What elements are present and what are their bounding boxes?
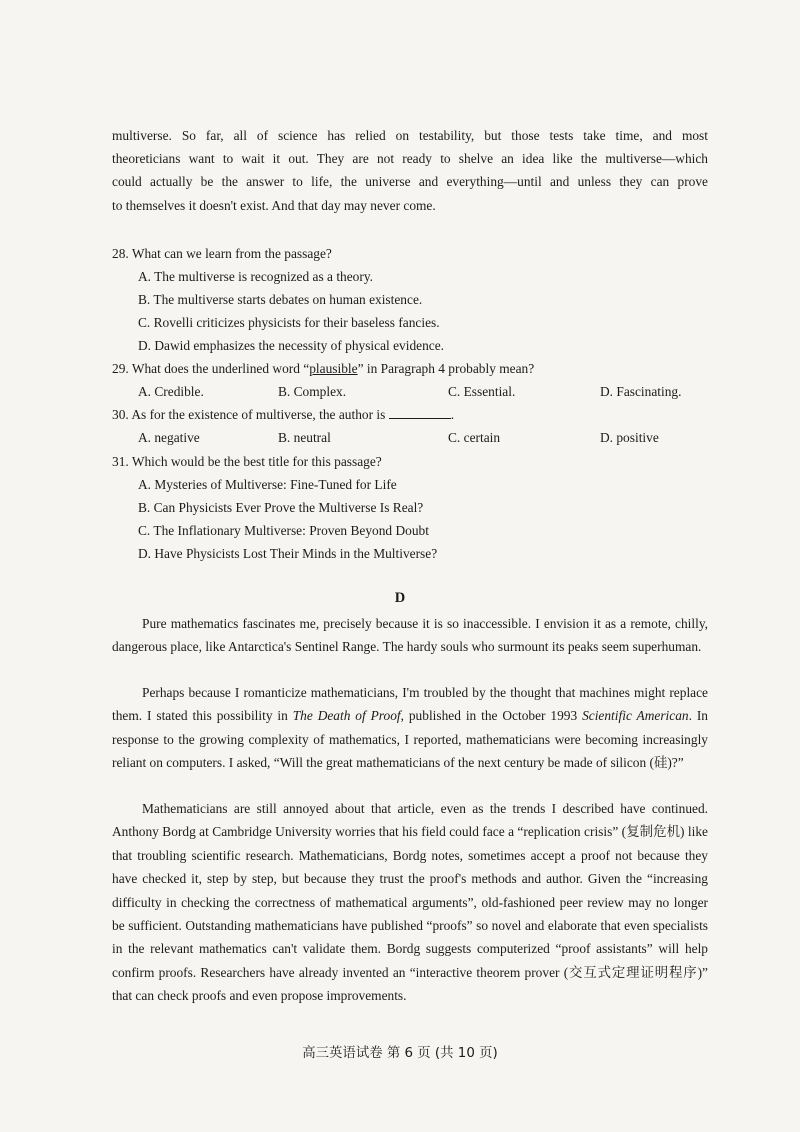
option-30c: C. certain (448, 430, 501, 445)
answer-blank (389, 406, 451, 419)
question-28: 28. What can we learn from the passage? (112, 246, 332, 261)
option-29c: C. Essential. (448, 384, 516, 399)
underlined-word: plausible (309, 361, 358, 376)
option-28c: C. Rovelli criticizes physicists for their baseless fancies. (138, 315, 440, 330)
section-title: D (394, 590, 406, 606)
option-31b: B. Can Physicists Ever Prove the Multiverse Is Real? (138, 500, 424, 515)
paragraph-2 (112, 681, 708, 775)
option-30d: D. positive (600, 430, 659, 445)
paragraph-3: Mathematicians are still annoyed about that article, even as the trends I described have continued. Anthony Bordg at Cambridge University worries that his field could face a “replication crisis” (复制危机) like that troubling scientific research. Mathematicians, Bordg notes, sometimes accept a proof not because they have checked it, step by step, but because they trust the proof's methods and author. Given the “increasing difficulty in checking the correctness of mathematical arguments”, old-fashioned peer review may no longer be sufficient. Outstanding mathematicians have published “proofs” so novel and elaborate that even specialists in the relevant mathematics can't validate them. Bordg suggests computerized “proof assistants” will help confirm proofs. Researchers have already invented an “interactive theorem prover (交互式定理证明程序)” that can check proofs and even propose improvements. (112, 801, 708, 1004)
question-30-pre: 30. As for the existence of multiverse, the author is (112, 407, 386, 422)
option-29a: A. Credible. (138, 384, 204, 399)
options-29 (138, 382, 698, 402)
option-31c: C. The Inflationary Multiverse: Proven Beyond Doubt (138, 523, 429, 538)
option-31d: D. Have Physicists Lost Their Minds in the Multiverse? (138, 546, 438, 561)
option-30b: B. neutral (278, 430, 331, 445)
question-31: 31. Which would be the best title for this passage? (112, 454, 382, 469)
passage-line: could actually be the answer to life, the universe and everything—until and unless they can prove (112, 174, 708, 189)
option-28a: A. The multiverse is recognized as a theory. (138, 269, 374, 284)
option-30a: A. negative (138, 430, 200, 445)
paragraph-1: Pure mathematics fascinates me, precisely because it is so inaccessible. I envision it as a remote, chilly, dangerous place, like Antarctica's Sentinel Range. The hardy souls who surmount its peaks seem superhuman. (112, 616, 708, 655)
options-30 (138, 428, 698, 448)
p2-text-a: Perhaps because I romanticize mathematicians, I'm troubled by the thought that machines might replace them. I stated this possibility in (112, 685, 708, 724)
question-29-post: ” in Paragraph 4 probably mean? (357, 361, 535, 376)
magazine-title: Scientific American (582, 708, 689, 724)
option-31a: A. Mysteries of Multiverse: Fine-Tuned for Life (138, 477, 397, 492)
question-30-post: . (450, 407, 455, 422)
option-29d: D. Fascinating. (600, 384, 682, 399)
passage-line: multiverse. So far, all of science has relied on testability, but those tests take time, and most (112, 128, 708, 143)
option-28d: D. Dawid emphasizes the necessity of physical evidence. (138, 338, 445, 353)
option-29b: B. Complex. (278, 384, 347, 399)
option-28b: B. The multiverse starts debates on human existence. (138, 292, 423, 307)
question-29-pre: 29. What does the underlined word “ (112, 361, 310, 376)
p2-text-b: , published in the October 1993 (400, 708, 583, 724)
page-footer: 高三英语试卷 第 6 页 (共 10 页) (302, 1046, 498, 1061)
article-title: The Death of Proof (292, 708, 401, 724)
passage-line: theoreticians want to wait it out. They are not ready to shelve an idea like the multiverse—which (112, 151, 708, 166)
p2-text-c: . In response to the growing complexity of mathematics, I reported, mathematicians were becoming increasingly reliant on computers. I asked, “Will the great mathematicians of the next century be made of silicon (硅)?” (112, 708, 708, 771)
question-29 (112, 359, 534, 379)
question-30 (112, 405, 454, 425)
passage-line: to themselves it doesn't exist. And that day may never come. (112, 198, 436, 213)
